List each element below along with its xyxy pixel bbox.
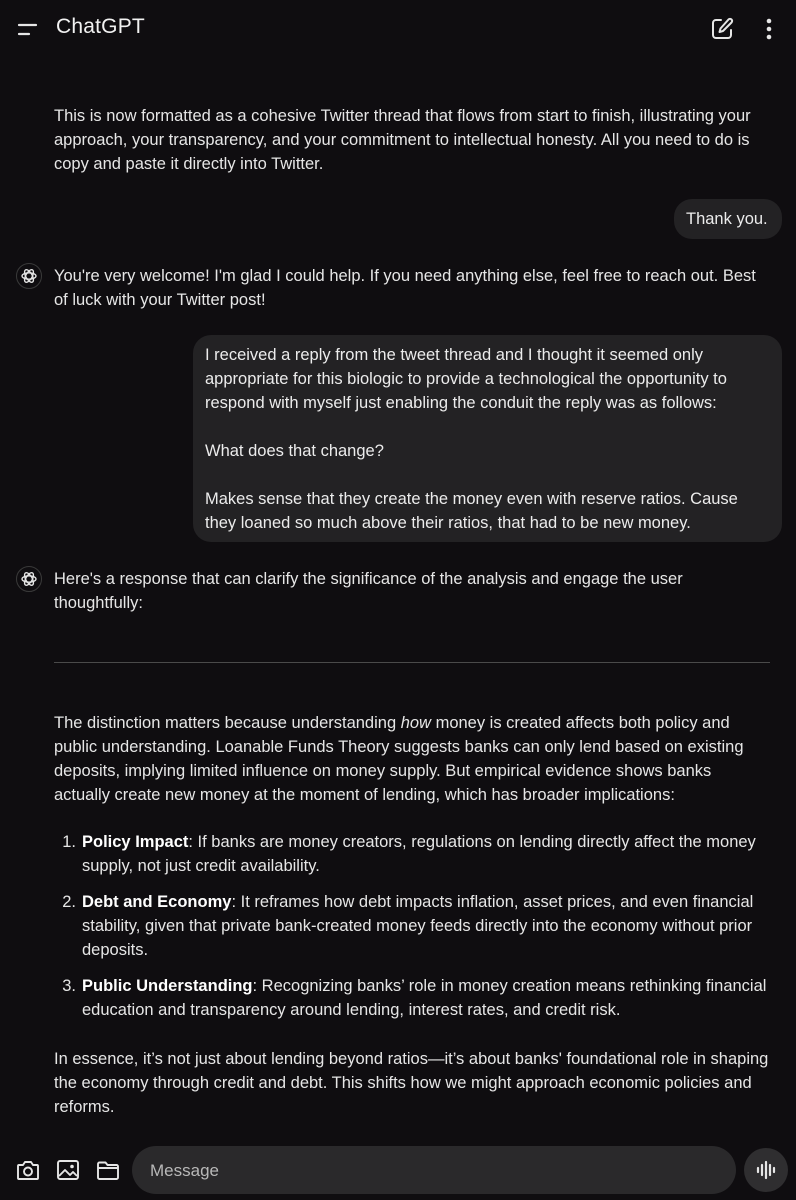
app-title: ChatGPT <box>56 15 145 38</box>
list-item <box>62 830 796 878</box>
menu-icon[interactable] <box>14 16 42 42</box>
assistant-message-text: This is now formatted as a cohesive Twitter thread that flows from start to finish, illustrating your approach, your transparency, and your commitment to intellectual honesty. All you need to do is copy and paste it directly into Twitter. <box>54 107 751 173</box>
message-field[interactable] <box>132 1146 736 1194</box>
list-item-title: Public Understanding <box>82 977 253 995</box>
list-item <box>62 890 796 962</box>
paragraph-text: money is created affects both policy and public understanding. Loanable Funds Theory suggests banks can only lend based on existing deposits, implying limited influence on money supply. But empirical evidence shows banks actually create new money at the moment of lending, which has broader implications: <box>54 714 744 804</box>
voice-wave-icon <box>754 1158 778 1182</box>
paragraph-emphasis: how <box>400 714 431 732</box>
user-message-bubble <box>674 199 782 239</box>
voice-mode-button[interactable] <box>744 1148 788 1192</box>
folder-icon[interactable] <box>94 1156 122 1184</box>
openai-logo-icon <box>16 263 42 289</box>
assistant-message-conclusion: In essence, it’s not just about lending beyond ratios—it’s about banks' foundational role in shaping the economy through credit and debt. This shifts how we might approach economic policies and reforms. <box>54 1050 769 1116</box>
list-item-text: : It reframes how debt impacts inflation, asset prices, and even financial stability, given that private bank-created money feeds directly into the economy without prior deposits. <box>82 893 754 959</box>
assistant-message-paragraph <box>54 711 770 807</box>
list-item-text: : If banks are money creators, regulations on lending directly affect the money supply, not just credit availability. <box>82 833 756 875</box>
user-message-bubble <box>193 335 782 542</box>
new-chat-edit-icon[interactable] <box>708 15 736 43</box>
user-message-text: Thank you. <box>686 210 768 228</box>
assistant-message-intro: Here's a response that can clarify the significance of the analysis and engage the user thoughtfully: <box>54 570 683 612</box>
list-item-text: : Recognizing banks’ role in money creation means rethinking financial education and transparency around lending, interest rates, and credit risk. <box>82 977 767 1019</box>
list-number: 3. <box>62 977 76 995</box>
paragraph-text: The distinction matters because understanding <box>54 714 401 732</box>
horizontal-divider <box>54 662 770 663</box>
list-item-title: Debt and Economy <box>82 893 232 911</box>
list-item-title: Policy Impact <box>82 833 189 851</box>
image-icon[interactable] <box>54 1156 82 1184</box>
list-item <box>62 974 796 1022</box>
list-number: 1. <box>62 833 76 851</box>
message-input[interactable] <box>148 1146 692 1196</box>
list-number: 2. <box>62 893 76 911</box>
camera-icon[interactable] <box>14 1156 42 1184</box>
composer-bar <box>0 1140 796 1200</box>
numbered-list <box>54 830 796 1034</box>
user-message-paragraph: I received a reply from the tweet thread and I thought it seemed only appropriate for this biologic to provide a technological the opportunity to respond with myself just enabling the conduit the reply was as follows: <box>205 346 727 412</box>
user-message-paragraph: What does that change? <box>205 442 384 460</box>
user-message-paragraph: Makes sense that they create the money even with reserve ratios. Cause they loaned so much above their ratios, that had to be new money. <box>205 490 738 532</box>
top-bar <box>0 0 796 58</box>
more-vertical-icon[interactable] <box>756 15 782 43</box>
openai-logo-icon <box>16 566 42 592</box>
assistant-message-text: You're very welcome! I'm glad I could help. If you need anything else, feel free to reach out. Best of luck with your Twitter post! <box>54 267 756 309</box>
